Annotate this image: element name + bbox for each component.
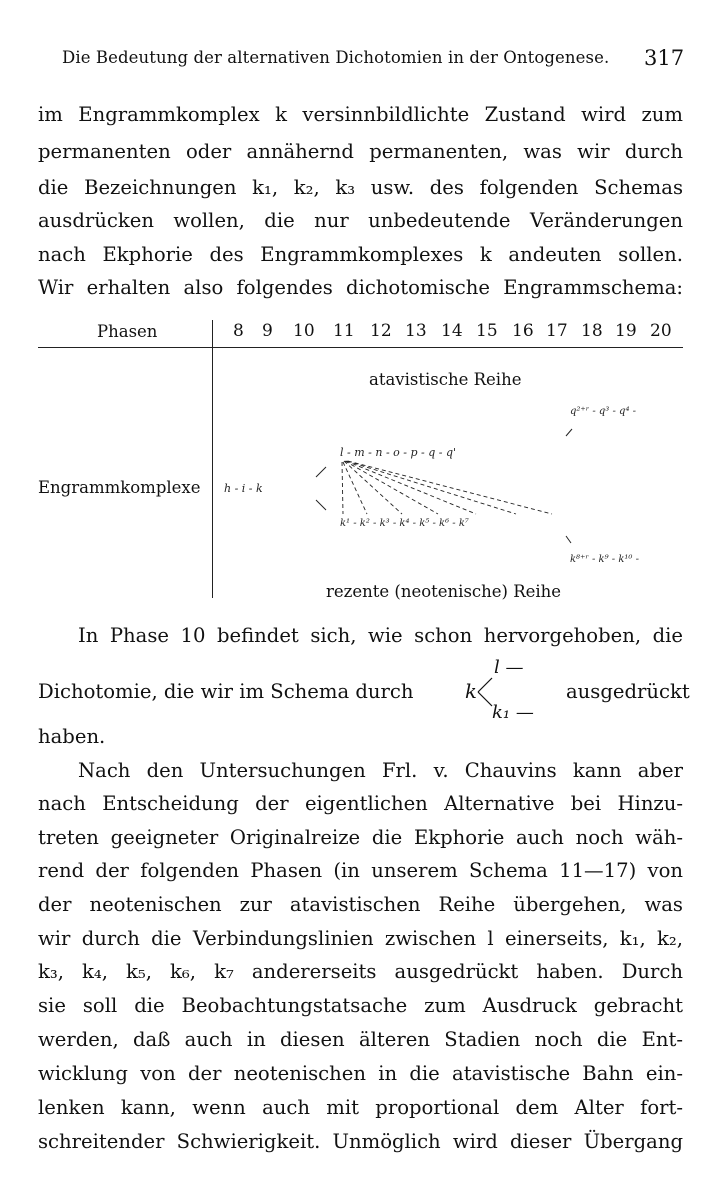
connection-line <box>345 461 438 514</box>
connection-line <box>342 462 343 514</box>
text-line: nach Ekphorie des Engrammkomplexes k andeuten sollen. <box>38 243 683 266</box>
text-line: permanenten oder annähernd permanenten, was wir durch <box>38 140 683 163</box>
text-line: nach Entscheidung der eigentlichen Alternative bei Hinzu- <box>38 792 683 815</box>
up-branch-line <box>566 429 572 436</box>
page-number: 317 <box>644 46 685 70</box>
text-line: wicklung von der neotenischen in die atavistische Bahn ein- <box>38 1062 683 1085</box>
phase-tick: 10 <box>293 321 315 341</box>
phase-tick: 14 <box>441 321 463 341</box>
text-line: treten geeigneter Originalreize die Ekphorie auch noch wäh- <box>38 826 683 849</box>
phases-label: Phasen <box>97 322 158 341</box>
phase-tick: 18 <box>581 321 603 341</box>
connection-line <box>343 462 367 514</box>
row-label: Engrammkomplexe <box>38 478 201 497</box>
text-line: lenken kann, wenn auch mit proportional dem Alter fort- <box>38 1096 683 1119</box>
text-line: Dichotomie, die wir im Schema durch <box>38 680 414 703</box>
upper-chain: l - m - n - o - p - q - q' <box>340 446 457 459</box>
fork-upper: l — <box>494 657 524 678</box>
text-line: der neotenischen zur atavistischen Reihe übergehen, was <box>38 893 683 916</box>
connection-line <box>344 461 402 514</box>
phase-tick: 11 <box>333 321 355 341</box>
text-line: wir durch die Verbindungslinien zwischen l einerseits, k₁, k₂, <box>38 927 683 950</box>
text-line: Nach den Untersuchungen Frl. v. Chauvins kann aber <box>78 759 683 782</box>
text-line: sie soll die Beobachtungstatsache zum Ausdruck gebracht <box>38 994 683 1017</box>
fork-up-line <box>316 467 326 477</box>
connection-line <box>348 461 552 514</box>
fork-down-line <box>316 500 326 510</box>
phase-tick: 8 <box>233 321 244 341</box>
upper-end-chain: q²⁺ʳ - q³ - q⁴ - <box>570 406 637 417</box>
text-line: haben. <box>38 725 106 748</box>
text-line: k₃, k₄, k₅, k₆, k₇ andererseits ausgedrückt haben. Durch <box>38 960 683 983</box>
phase-tick: 16 <box>512 321 534 341</box>
text-line: rend der folgenden Phasen (in unserem Schema 11—17) von <box>38 859 683 882</box>
phase-tick: 13 <box>405 321 427 341</box>
lower-end-chain: k⁸⁺ʳ - k⁹ - k¹⁰ - <box>570 554 639 565</box>
upper-series-label: atavistische Reihe <box>369 370 522 389</box>
text-line: werden, daß auch in diesen älteren Stadien noch die Ent- <box>38 1028 683 1051</box>
text-line: Wir erhalten also folgendes dichotomische Engrammschema: <box>38 276 683 299</box>
lower-chain: k¹ - k² - k³ - k⁴ - k⁵ - k⁶ - k⁷ <box>340 518 469 529</box>
text-line: die Bezeichnungen k₁, k₂, k₃ usw. des folgenden Schemas <box>38 176 683 199</box>
phase-tick: 15 <box>476 321 498 341</box>
text-line-end: ausgedrückt <box>566 680 690 703</box>
text-line: schreitender Schwierigkeit. Unmöglich wird dieser Übergang <box>38 1130 683 1153</box>
text-line: In Phase 10 befindet sich, wie schon hervorgehoben, die <box>78 624 683 647</box>
phase-tick: 17 <box>546 321 568 341</box>
running-header: Die Bedeutung der alternativen Dichotomien in der Ontogenese. <box>62 48 610 67</box>
start-chain: h - i - k <box>224 482 263 495</box>
lower-series-label: rezente (neotenische) Reihe <box>326 582 562 601</box>
text-line: ausdrücken wollen, die nur unbedeutende Veränderungen <box>38 209 683 232</box>
phase-tick: 19 <box>615 321 637 341</box>
phase-tick: 12 <box>370 321 392 341</box>
text-line: im Engrammkomplex k versinnbildlichte Zustand wird zum <box>38 103 683 126</box>
phase-tick: 20 <box>650 321 672 341</box>
connection-line <box>346 461 476 514</box>
down-branch-line <box>566 536 571 543</box>
fork-lower: k₁ — <box>492 702 534 723</box>
phase-tick: 9 <box>262 321 273 341</box>
connection-lines <box>342 461 552 514</box>
fork-base: k <box>465 680 477 703</box>
